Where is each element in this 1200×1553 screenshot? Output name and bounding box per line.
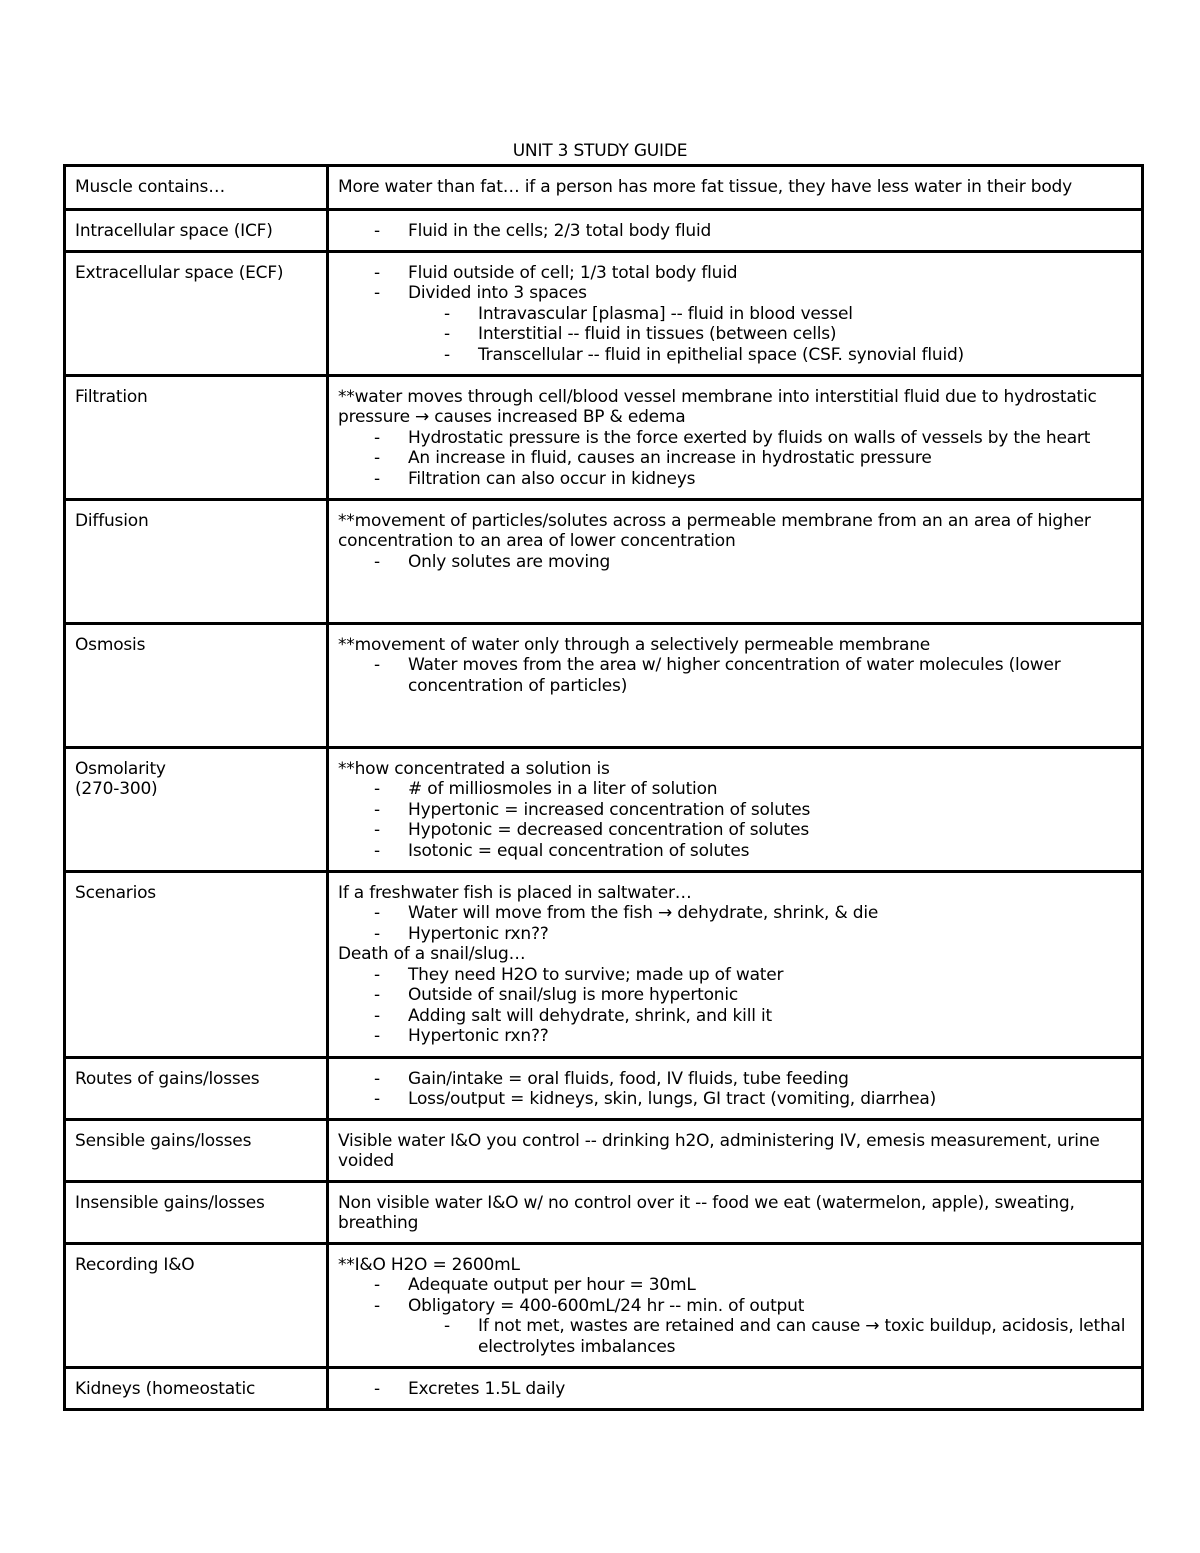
table-row [65, 210, 1143, 252]
bullet-item: - Excretes 1.5L daily [338, 1379, 1133, 1400]
definition-text: More water than fat… if a person has more fat tissue, they have less water in their body [338, 177, 1072, 197]
bullet-item: - Hypotonic = decreased concentration of solutes [338, 820, 1133, 841]
term-label: Osmolarity [75, 758, 166, 779]
definition-cell [328, 1181, 1143, 1243]
bullet-item: - They need H2O to survive; made up of water [338, 965, 1133, 986]
definition-text: **movement of particles/solutes across a permeable membrane from an an area of higher concentration to an area of lower concentration [338, 510, 1091, 551]
term-cell [65, 747, 328, 871]
bullet-item: - An increase in fluid, causes an increase in hydrostatic pressure [338, 448, 1133, 469]
definition-text: **how concentrated a solution is [338, 758, 610, 779]
term-label: Muscle contains… [75, 177, 225, 197]
term-label: Filtration [75, 386, 148, 407]
term-cell [65, 1367, 328, 1409]
term-cell [65, 1119, 328, 1181]
definition-cell [328, 623, 1143, 747]
term-cell [65, 871, 328, 1057]
definition-cell [328, 1119, 1143, 1181]
bullet-item: - Divided into 3 spaces [338, 283, 1133, 304]
definition-cell [328, 871, 1143, 1057]
definition-cell [328, 499, 1143, 623]
bullet-item: - # of milliosmoles in a liter of solution [338, 779, 1133, 800]
bullet-item: - Obligatory = 400-600mL/24 hr -- min. of output [338, 1296, 1133, 1317]
table-row [65, 1119, 1143, 1181]
definition-text: **water moves through cell/blood vessel membrane into interstitial fluid due to hydrostatic pressure → causes increased BP & edema [338, 386, 1097, 427]
definition-text: **I&O H2O = 2600mL [338, 1254, 520, 1275]
bullet-item: - Water moves from the area w/ higher concentration of water molecules (lower concentration of particles) [338, 655, 1133, 696]
term-cell [65, 251, 328, 375]
term-label: Insensible gains/losses [75, 1192, 265, 1213]
table-row [65, 623, 1143, 747]
study-guide-table [63, 164, 1144, 1411]
table-row [65, 251, 1143, 375]
definition-cell [328, 251, 1143, 375]
sub-bullet-item: - Intravascular [plasma] -- fluid in blood vessel [338, 304, 1133, 325]
term-label: Osmosis [75, 634, 146, 655]
definition-cell [328, 1243, 1143, 1367]
definition-text: **movement of water only through a selectively permeable membrane [338, 634, 931, 655]
bullet-item: - Loss/output = kidneys, skin, lungs, GI tract (vomiting, diarrhea) [338, 1089, 1133, 1110]
bullet-item: - Only solutes are moving [338, 552, 1133, 573]
definition-cell [328, 210, 1143, 252]
sub-bullet-item: - Interstitial -- fluid in tissues (between cells) [338, 324, 1133, 345]
definition-cell [328, 1057, 1143, 1119]
term-label: Routes of gains/losses [75, 1068, 260, 1089]
definition-cell [328, 747, 1143, 871]
term-cell [65, 499, 328, 623]
term-cell [65, 375, 328, 499]
term-label: Scenarios [75, 882, 156, 903]
term-cell [65, 623, 328, 747]
table-row [65, 1181, 1143, 1243]
term-range: (270-300) [75, 779, 158, 799]
sub-bullet-item: - Transcellular -- fluid in epithelial space (CSF. synovial fluid) [338, 345, 1133, 366]
table-row [65, 747, 1143, 871]
term-label: Kidneys (homeostatic [75, 1378, 256, 1399]
bullet-item: - Adding salt will dehydrate, shrink, and kill it [338, 1006, 1133, 1027]
definition-cell [328, 166, 1143, 210]
definition-text: If a freshwater fish is placed in saltwater… [338, 882, 692, 903]
bullet-item: - Gain/intake = oral fluids, food, IV fluids, tube feeding [338, 1069, 1133, 1090]
bullet-item: - Filtration can also occur in kidneys [338, 469, 1133, 490]
bullet-item: - Hypertonic rxn?? [338, 924, 1133, 945]
table-row [65, 166, 1143, 210]
table-row [65, 375, 1143, 499]
bullet-item: - Fluid outside of cell; 1/3 total body fluid [338, 263, 1133, 284]
bullet-item: - Water will move from the fish → dehydrate, shrink, & die [338, 903, 1133, 924]
definition-text: Death of a snail/slug… [338, 944, 526, 964]
term-label: Diffusion [75, 510, 149, 531]
bullet-item: - Isotonic = equal concentration of solutes [338, 841, 1133, 862]
term-label: Sensible gains/losses [75, 1130, 252, 1151]
term-cell [65, 1181, 328, 1243]
table-row [65, 499, 1143, 623]
bullet-item: - Hydrostatic pressure is the force exerted by fluids on walls of vessels by the heart [338, 428, 1133, 449]
term-label: Intracellular space (ICF) [75, 221, 273, 241]
term-cell [65, 210, 328, 252]
page-title: UNIT 3 STUDY GUIDE [512, 141, 688, 161]
table-row [65, 871, 1143, 1057]
definition-text: Visible water I&O you control -- drinking h2O, administering IV, emesis measurement, urine voided [338, 1130, 1100, 1171]
term-cell [65, 1057, 328, 1119]
term-cell [65, 166, 328, 210]
bullet-item: - Hypertonic rxn?? [338, 1026, 1133, 1047]
term-cell [65, 1243, 328, 1367]
table-row [65, 1057, 1143, 1119]
term-label: Recording I&O [75, 1254, 195, 1275]
definition-cell [328, 375, 1143, 499]
bullet-item: - Adequate output per hour = 30mL [338, 1275, 1133, 1296]
bullet-item: - Fluid in the cells; 2/3 total body fluid [338, 221, 1133, 242]
bullet-item: - Outside of snail/slug is more hypertonic [338, 985, 1133, 1006]
term-label: Extracellular space (ECF) [75, 262, 284, 283]
table-row [65, 1243, 1143, 1367]
bullet-item: - Hypertonic = increased concentration of solutes [338, 800, 1133, 821]
sub-bullet-item: - If not met, wastes are retained and can cause → toxic buildup, acidosis, lethal electrolytes imbalances [338, 1316, 1133, 1357]
definition-text: Non visible water I&O w/ no control over it -- food we eat (watermelon, apple), sweating, breathing [338, 1192, 1075, 1233]
definition-cell [328, 1367, 1143, 1409]
table-row [65, 1367, 1143, 1409]
